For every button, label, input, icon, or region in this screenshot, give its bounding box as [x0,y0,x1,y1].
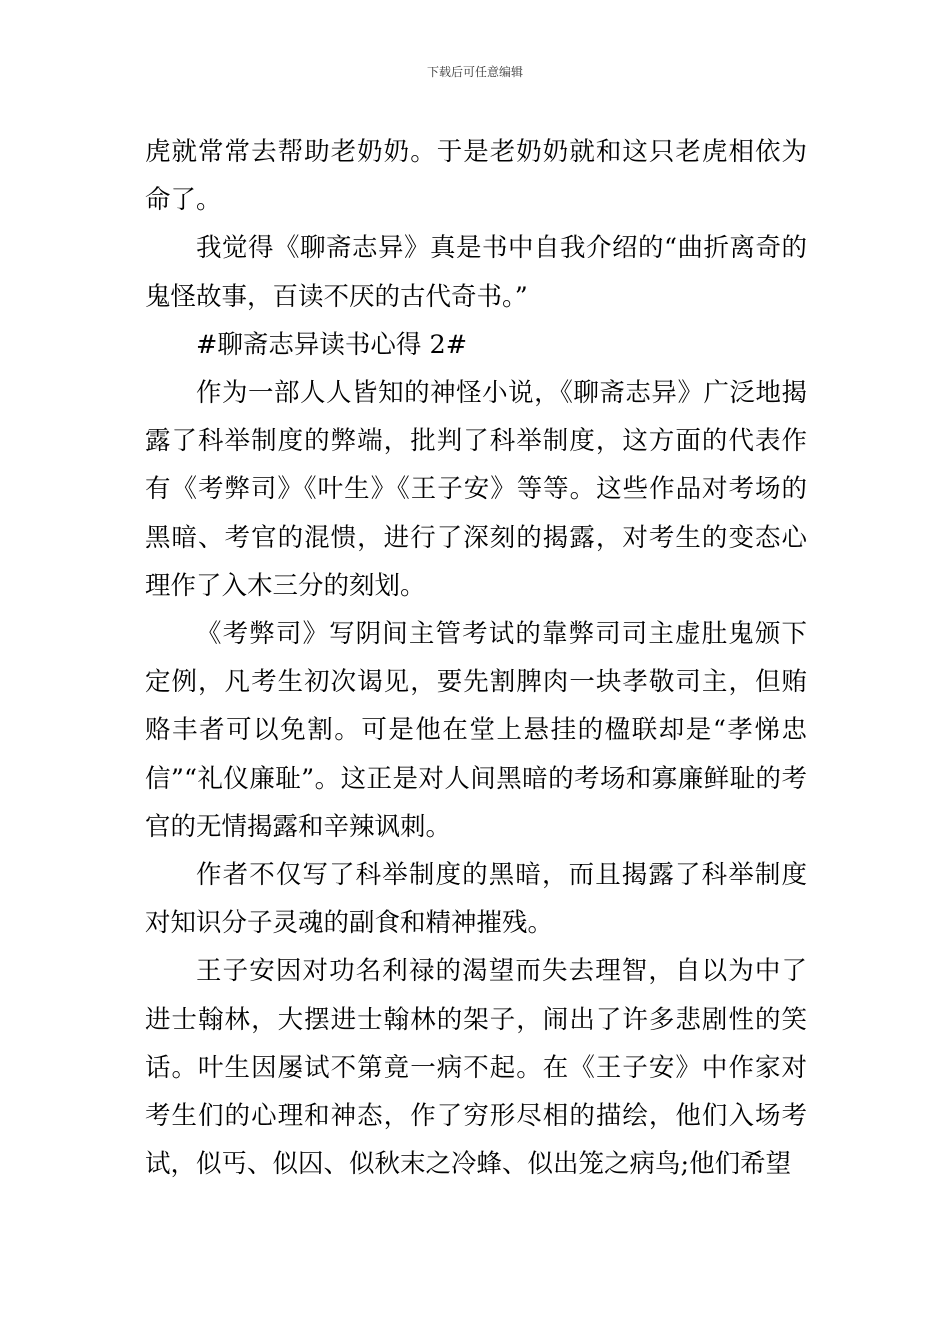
paragraph-kaobisi: 《考弊司》写阴间主管考试的靠弊司司主虚肚鬼颁下定例，凡考生初次谒见，要先割脾肉一块孝敬司主，但贿赂丰者可以免割。可是他在堂上悬挂的楹联却是“孝悌忠信”“礼仪廉耻”。这正是对人间黑暗的考场和寡廉鲜耻的考官的无情揭露和辛辣讽刺。 [145,619,807,842]
paragraph-intro: 作为一部人人皆知的神怪小说，《聊斋志异》广泛地揭露了科举制度的弊端，批判了科举制度，这方面的代表作有《考弊司》《叶生》《王子安》等等。这些作品对考场的黑暗、考官的混愦，进行了深刻的揭露，对考生的变态心理作了入木三分的刻划。 [145,378,807,601]
paragraph-critique: 作者不仅写了科举制度的黑暗，而且揭露了科举制度对知识分子灵魂的副食和精神摧残。 [145,860,807,939]
paragraph-opinion: 我觉得《聊斋志异》真是书中自我介绍的“曲折离奇的鬼怪故事，百读不厌的古代奇书。” [145,233,807,312]
section-heading: #聊斋志异读书心得 2# [196,329,468,360]
page-header: 下载后可任意编辑 [426,65,523,79]
paragraph-continuation: 虎就常常去帮助老奶奶。于是老奶奶就和这只老虎相依为命了。 [145,137,807,216]
paragraph-wangzian: 王子安因对功名利禄的渴望而失去理智，自以为中了进士翰林，大摆进士翰林的架子，闹出了许多悲剧性的笑话。叶生因屡试不第竟一病不起。在《王子安》中作家对考生们的心理和神态，作了穷形尽相的描绘，他们入场考试，似丐、似囚、似秋末之冷蜂、似出笼之病鸟;他们希望 [145,956,807,1180]
document-body [145,128,807,1188]
